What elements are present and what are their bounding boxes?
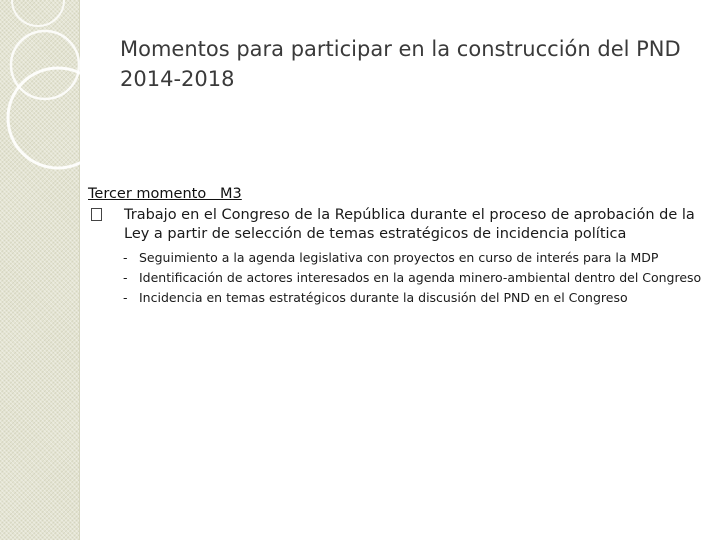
sidebar-pattern bbox=[0, 0, 80, 540]
slide-content bbox=[88, 184, 708, 310]
list-item bbox=[124, 290, 708, 305]
dash-marker: - bbox=[123, 290, 128, 305]
list-item bbox=[124, 270, 708, 285]
dash-marker: - bbox=[123, 250, 128, 265]
dash-marker: - bbox=[123, 270, 128, 285]
section-heading: Tercer momento M3 bbox=[88, 186, 242, 202]
list-item-text: Seguimiento a la agenda legislativa con proyectos en curso de interés para la MDP bbox=[139, 250, 659, 265]
main-bullet-text: Trabajo en el Congreso de la República durante el proceso de aprobación de la Ley a partir de selección de temas estratégicos de incidencia política bbox=[124, 207, 695, 242]
bullet-box-icon bbox=[91, 208, 102, 221]
list-item-text: Identificación de actores interesados en la agenda minero-ambiental dentro del Congreso bbox=[139, 270, 702, 285]
list-item-text: Incidencia en temas estratégicos durante la discusión del PND en el Congreso bbox=[139, 290, 628, 305]
main-bullet bbox=[88, 206, 708, 244]
list-item bbox=[124, 250, 708, 265]
sub-list bbox=[88, 250, 708, 305]
slide-title: Momentos para participar en la construcción del PND 2014-2018 bbox=[120, 37, 681, 91]
